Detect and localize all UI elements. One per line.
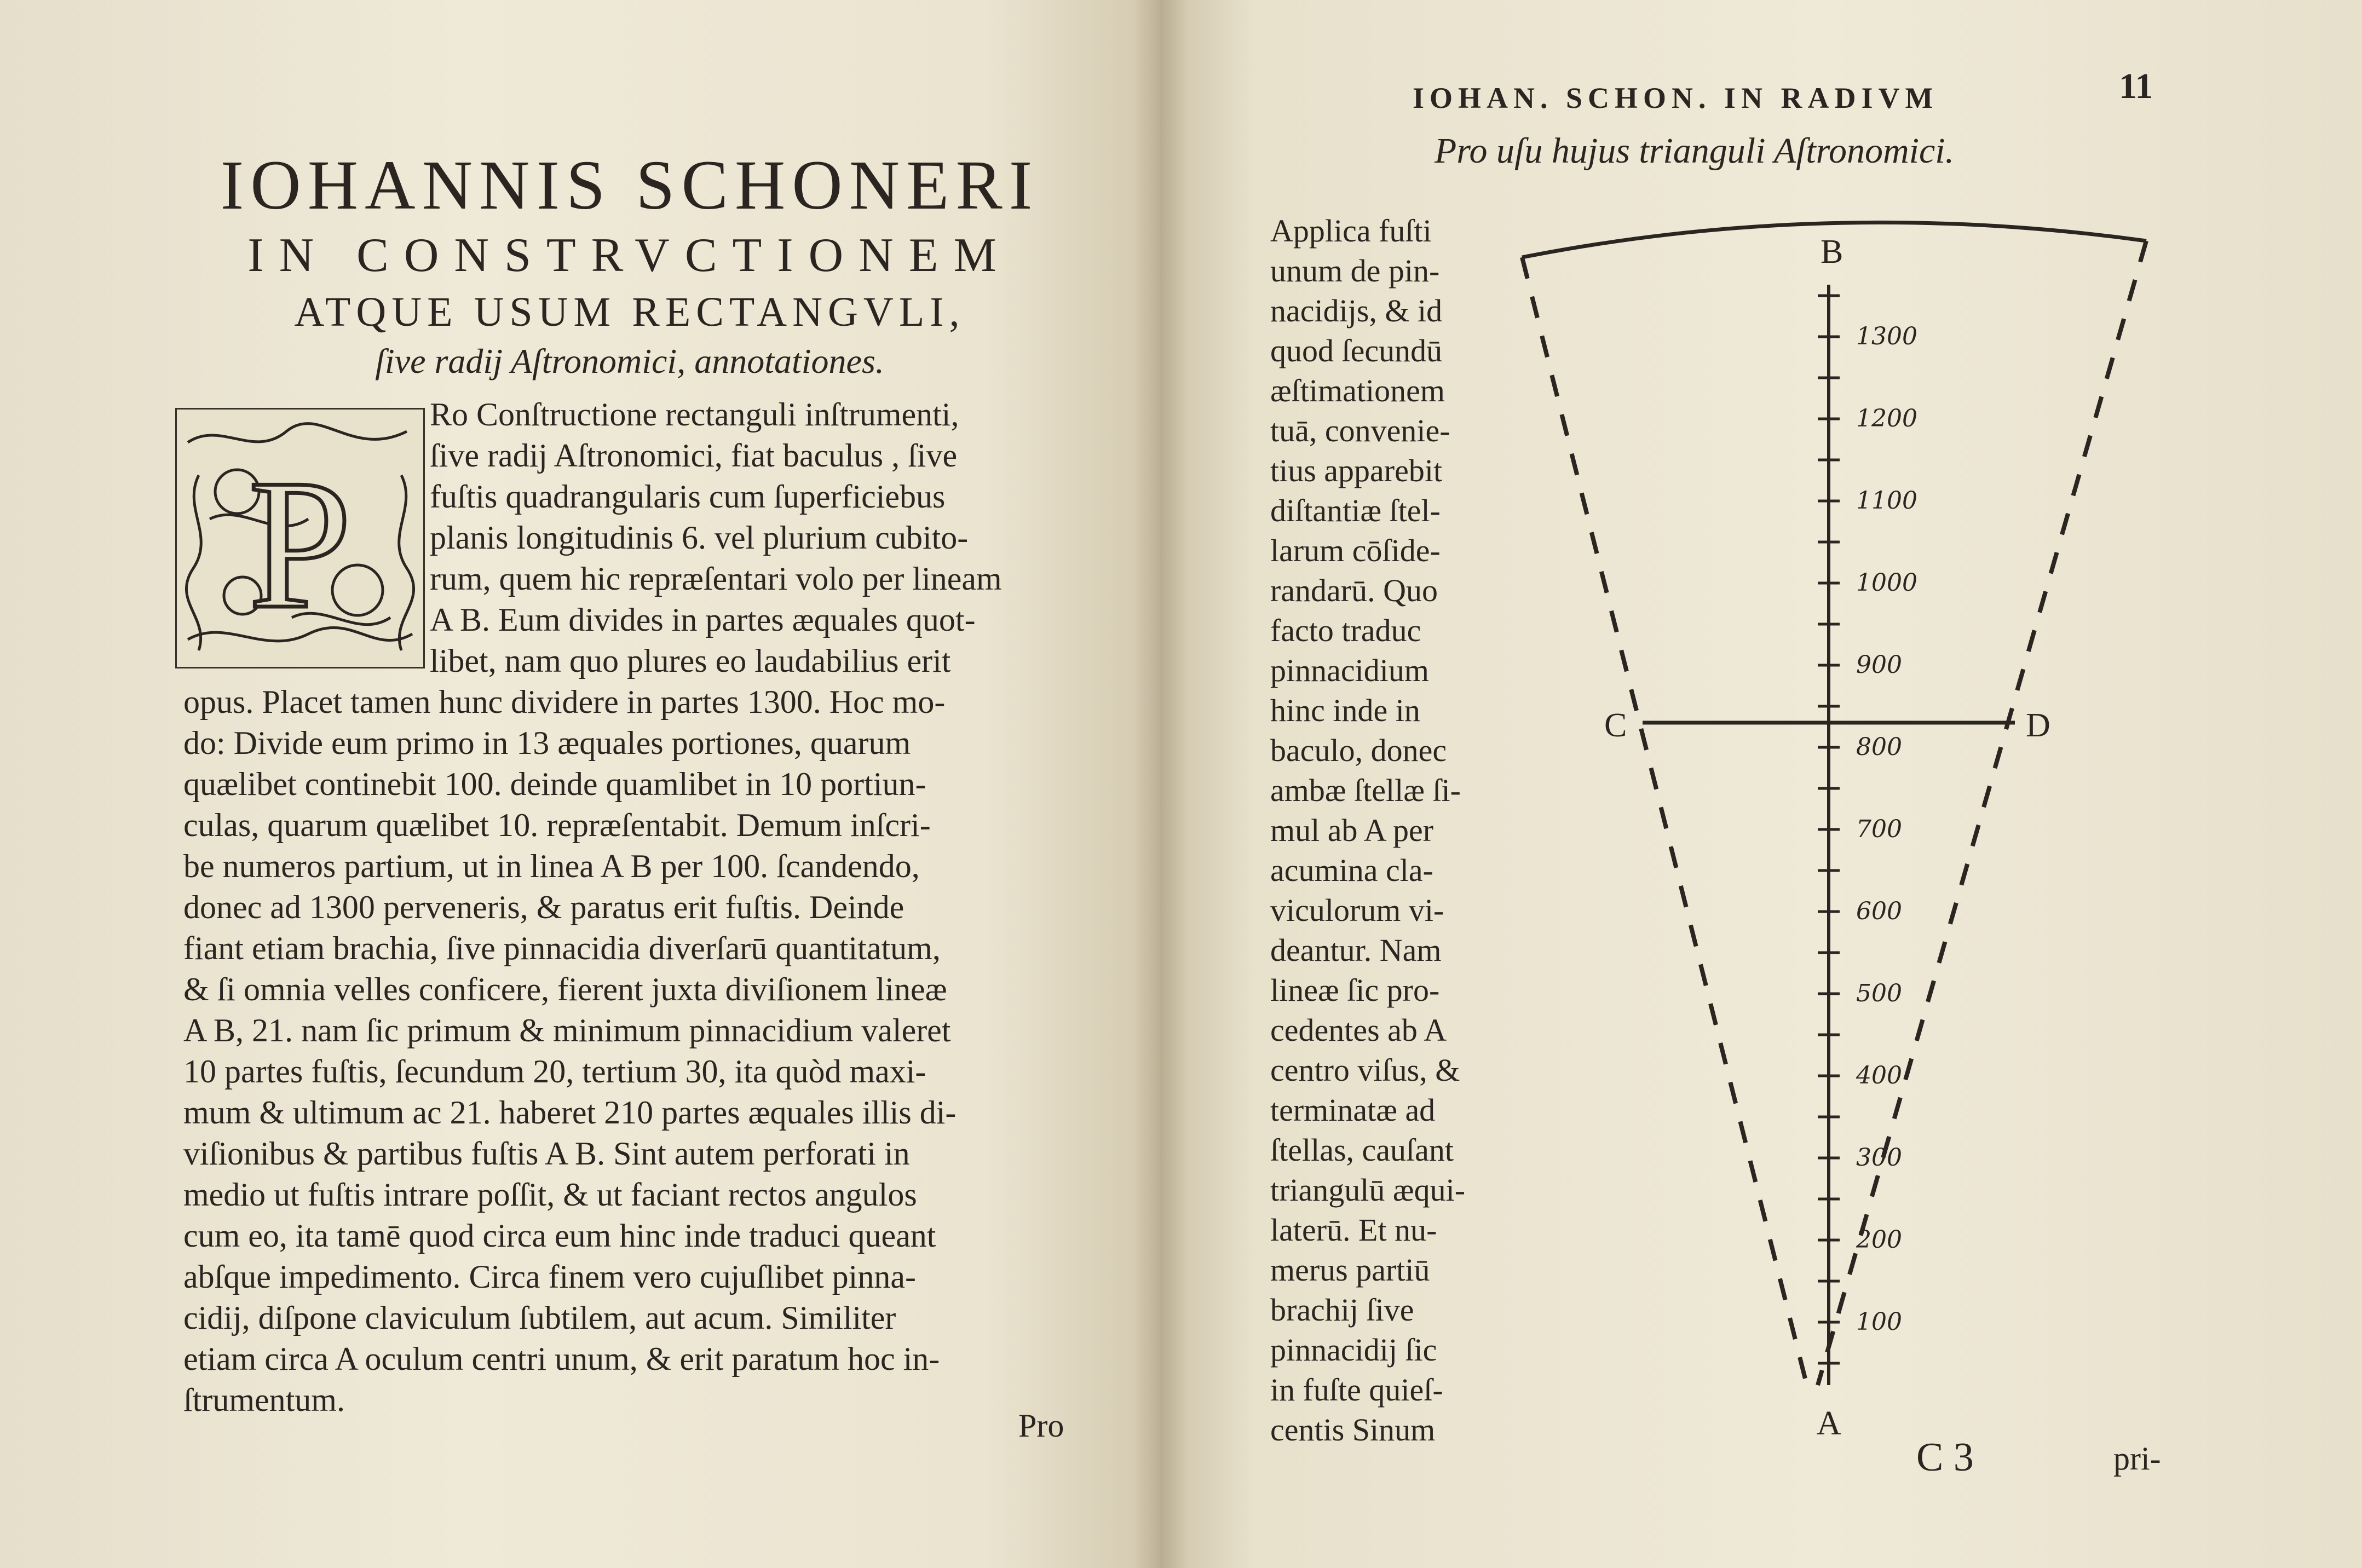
catchword-left: Pro [1018,1408,1064,1444]
staff-scale-label: 600 [1856,897,1902,925]
text-line: cedentes ab A [1270,1012,1447,1048]
text-line: diſtantiæ ſtel- [1270,493,1441,528]
staff-scale-label: 800 [1856,733,1902,761]
title-subtitle-3: ſive radij Aſtronomici, annotationes. [375,342,884,381]
staff-scale-label: 300 [1856,1144,1902,1172]
staff-scale-label: 100 [1856,1308,1902,1336]
text-line: deantur. Nam [1270,932,1442,968]
text-line: fiant etiam brachia, ſive pinnacidia diverſarū quantitatum, [183,930,941,966]
text-line: & ſi omnia velles conficere, fierent juxta diviſionem lineæ [183,971,947,1007]
text-line: centro viſus, & [1270,1052,1460,1088]
text-line: opus. Placet tamen hunc dividere in partes 1300. Hoc mo- [183,684,946,720]
text-line: in fuſte quieſ- [1270,1372,1443,1408]
text-line: Applica fuſti [1270,213,1432,249]
text-line: mul ab A per [1270,812,1434,848]
text-line: brachij ſive [1270,1292,1414,1328]
point-label-a: A [1817,1405,1841,1442]
text-line: lineæ ſic pro- [1270,972,1440,1008]
text-line: hinc inde in [1270,693,1420,728]
text-line: pinnacidium [1270,653,1429,688]
text-line: merus partiū [1270,1252,1430,1288]
text-line: 10 partes fuſtis, ſecundum 20, tertium 30, ita quòd maxi- [183,1053,926,1089]
staff-scale-label: 1200 [1856,405,1917,433]
text-line: viculorum vi- [1270,892,1444,928]
initial-letter: P [248,441,352,647]
text-line: planis longitudinis 6. vel plurium cubito- [430,520,969,556]
text-line: acumina cla- [1270,852,1433,888]
diagram-svg [1500,208,2190,1456]
text-line: laterū. Et nu- [1270,1212,1437,1248]
text-line: baculo, donec [1270,733,1447,768]
text-line: libet, nam quo plures eo laudabilius erit [430,643,951,679]
text-line: larum cōſide- [1270,533,1441,568]
text-line: centis Sinum [1270,1412,1436,1448]
body-text-right [1270,211,1500,1450]
point-label-b: B [1821,233,1843,270]
text-line: medio ut fuſtis intrare poſſit, & ut faciant rectos angulos [183,1177,917,1213]
title-block [164,147,1095,384]
staff-scale-label: 1000 [1856,569,1917,597]
body-text-left [183,394,1070,1421]
text-line: mum & ultimum ac 21. haberet 210 partes æquales illis di- [183,1094,957,1131]
title-subtitle-2: ATQUE USUM RECTANGVLI, [294,289,965,335]
text-line: unum de pin- [1270,253,1440,289]
text-line: terminatæ ad [1270,1092,1436,1128]
cross-staff-diagram [1500,208,2190,1456]
text-line: ſive radij Aſtronomici, fiat baculus , ſive [430,437,958,474]
book-gutter [1133,0,1188,1568]
staff-scale-label: 900 [1856,651,1902,679]
text-line: cum eo, ita tamē quod circa eum hinc inde traduci queant [183,1218,936,1254]
text-line: quælibet continebit 100. deinde quamlibet in 10 portiun- [183,766,926,802]
text-line: tius apparebit [1270,453,1443,488]
running-head: IOHAN. SCHON. IN RADIVM [1413,82,1939,114]
staff-scale-label: 400 [1856,1062,1902,1089]
text-line: triangulū æqui- [1270,1172,1466,1208]
point-label-c: C [1604,707,1627,744]
signature-mark: C 3 [1916,1435,1974,1480]
point-label-d: D [2026,707,2050,744]
page-number: 11 [2119,66,2153,106]
text-line: abſque impedimento. Circa finem vero cujuſlibet pinna- [183,1259,916,1295]
text-line: A B. Eum divides in partes æquales quot- [430,602,976,638]
text-line: donec ad 1300 perveneris, & paratus erit fuſtis. Deinde [183,889,905,925]
text-line: A B, 21. nam ſic primum & minimum pinnacidium valeret [183,1012,951,1048]
text-line: do: Divide eum primo in 13 æquales portiones, quarum [183,725,911,761]
text-line: etiam circa A oculum centri unum, & erit paratum hoc in- [183,1341,940,1377]
title-main: IOHANNIS SCHONERI [220,146,1039,224]
text-line: Ro Conſtructione rectanguli inſtrumenti, [430,396,959,433]
text-line: ſtellas, cauſant [1270,1132,1454,1168]
text-line: culas, quarum quælibet 10. repræſentabit. Demum inſcri- [183,807,931,843]
staff-scale-label: 1300 [1856,322,1917,350]
staff-scale-label: 500 [1856,979,1902,1007]
text-line: æſtimationem [1270,373,1445,408]
section-subhead: Pro uſu hujus trianguli Aſtronomici. [1435,131,1955,171]
staff-scale-label: 1100 [1856,487,1917,515]
text-line: randarū. Quo [1270,573,1438,608]
text-line: cidij, diſpone claviculum ſubtilem, aut acum. Similiter [183,1300,896,1336]
text-line: viſionibus & partibus fuſtis A B. Sint autem perforati in [183,1135,910,1172]
left-page [0,0,1160,1568]
text-line: quod ſecundū [1270,333,1443,368]
staff-scale-label: 200 [1856,1226,1902,1254]
catchword-right: pri- [2113,1440,2161,1477]
text-line: ſtrumentum. [183,1382,345,1418]
diagram-left-dashed-side [1522,257,1807,1385]
text-line: facto traduc [1270,613,1421,648]
text-line: be numeros partium, ut in linea A B per 100. ſcandendo, [183,848,920,884]
text-line: rum, quem hic repræſentari volo per lineam [430,561,1002,597]
text-line: fuſtis quadrangularis cum ſuperficiebus [430,479,946,515]
title-subtitle-1: IN CONSTRVCTIONEM [247,229,1012,282]
staff-scale-label: 700 [1856,815,1902,843]
text-line: nacidijs, & id [1270,293,1443,328]
text-line: tuā, convenie- [1270,413,1450,448]
text-line: pinnacidij ſic [1270,1332,1437,1368]
text-line: ambæ ſtellæ ſi- [1270,773,1461,808]
